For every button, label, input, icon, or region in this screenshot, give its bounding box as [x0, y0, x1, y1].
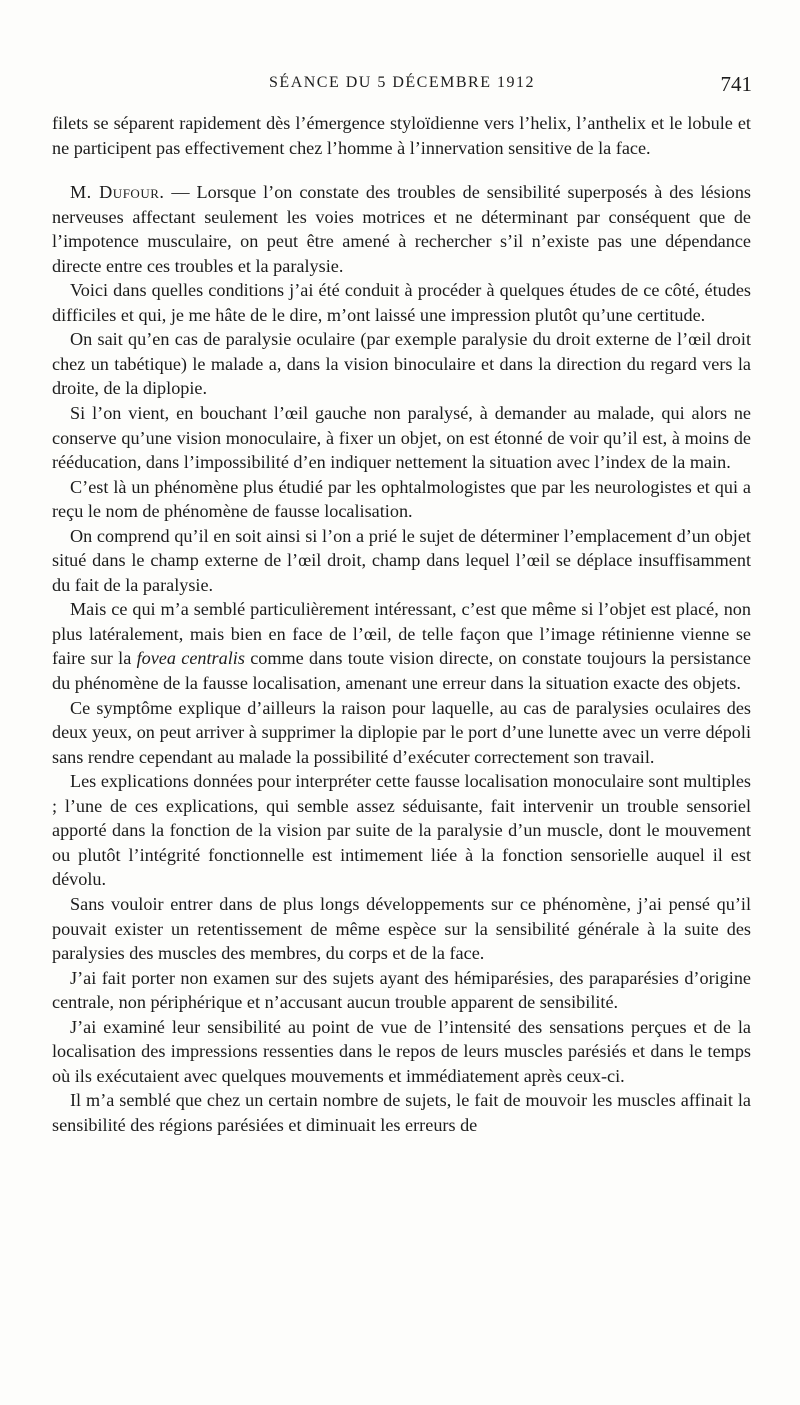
paragraph-8 — [52, 597, 751, 695]
paragraph-2-text: — Lorsque l’on constate des troubles de sensibilité superposés à des lésions nerveuses affectant seulement les voies motrices et ne déterminant par conséquent que de l’impotence musculaire, on peut être amené à rechercher s’il n’existe pas une dépendance directe entre ces troubles et la paralysie. — [52, 182, 752, 276]
paragraph-7: On comprend qu’il en soit ainsi si l’on a prié le sujet de déterminer l’emplacement d’un objet situé dans le champ externe de l’œil droit, champ dans lequel l’œil se déplace insuffisamment du fait de la paralysie. — [52, 525, 751, 595]
paragraph-11: Sans vouloir entrer dans de plus longs développements sur ce phénomène, j’ai pensé qu’il pouvait exister un retentissement de même espèce sur la sensibilité générale à la suite des paralysies des muscles des membres, du corps et de la face. — [52, 893, 751, 964]
paragraph-14: Il m’a semblé que chez un certain nombre de sujets, le fait de mouvoir les muscles affinait la sensibilité des régions parésiées et diminuait les erreurs de — [52, 1090, 751, 1135]
fovea-centralis-term: fovea centralis — [136, 648, 245, 669]
paragraph-8-part-b: comme dans toute vision directe, on constate toujours la persistance du phénomène de la fausse localisation, amenant une erreur dans la situation exacte des objets. — [52, 648, 751, 694]
paragraph-3: Voici dans quelles conditions j’ai été conduit à procéder à quelques études de ce côté, études difficiles et qui, je me hâte de le dire, m’ont laissé une impression plutôt qu’une certitude. — [52, 280, 751, 325]
paragraph-10: Les explications données pour interpréter cette fausse localisation monoculaire sont multiples ; l’une de ces explications, qui semble assez séduisante, fait intervenir un trouble sensoriel apporté dans la fonction de la vision par suite de la paralysie d’un muscle, dont le mouvement ou plutôt l’intégrité fonctionnelle est intimement liée à la fonction sensorielle auquel il est dévolu. — [52, 771, 751, 890]
paragraph-5: Si l’on vient, en bouchant l’œil gauche non paralysé, à demander au malade, qui alors ne conserve qu’une vision monoculaire, à fixer un objet, on est étonné de voir qu’il est, à moins de rééducation, dans l’impossibilité d’en indiquer nettement la situation avec l’index de la main. — [52, 403, 751, 473]
paragraph-12: J’ai fait porter non examen sur des sujets ayant des hémiparésies, des paraparésies d’origine centrale, non périphérique et n’accusant aucun trouble apparent de sensibilité. — [52, 967, 751, 1013]
paragraph-1: filets se séparent rapidement dès l’émergence styloïdienne vers l’helix, l’anthelix et le lobule et ne participent pas effectivement chez l’homme à l’innervation sensitive de la face. — [52, 113, 751, 158]
page-number: 741 — [720, 72, 752, 96]
running-head: SÉANCE DU 5 DÉCEMBRE 1912 — [269, 74, 535, 91]
paragraph-9: Ce symptôme explique d’ailleurs la raison pour laquelle, au cas de paralysies oculaires des deux yeux, on peut arriver à supprimer la diplopie par le port d’une lunette avec un verre dépoli sans rendre cependant au malade la possibilité d’exécuter correctement son travail. — [52, 697, 751, 767]
paragraph-4: On sait qu’en cas de paralysie oculaire (par exemple paralysie du droit externe de l’œil droit chez un tabétique) le malade a, dans la vision binoculaire et dans la direction du regard vers la droite, de la diplopie. — [52, 329, 751, 399]
paragraph-8-part-a: Mais ce qui m’a semblé particulièrement intéressant, c’est que même si l’objet est placé, non plus latéralement, mais bien en face de l’œil, de telle façon que l’image rétinienne vienne se faire sur la — [52, 599, 751, 669]
paragraph-dufour — [52, 180, 751, 278]
speaker-name: M. Dufour. — [70, 182, 165, 203]
page-header — [52, 72, 752, 102]
paragraph-13: J’ai examiné leur sensibilité au point de vue de l’intensité des sensations perçues et de la localisation des impressions ressenties dans le repos de leurs muscles parésiés et dans le temps où ils exécutaient avec quelques mouvements et immédiatement après ceux-ci. — [52, 1016, 751, 1086]
paragraph-6: C’est là un phénomène plus étudié par les ophtalmologistes que par les neurologistes et qui a reçu le nom de phénomène de fausse localisation. — [52, 476, 751, 522]
body-text — [52, 111, 751, 1137]
